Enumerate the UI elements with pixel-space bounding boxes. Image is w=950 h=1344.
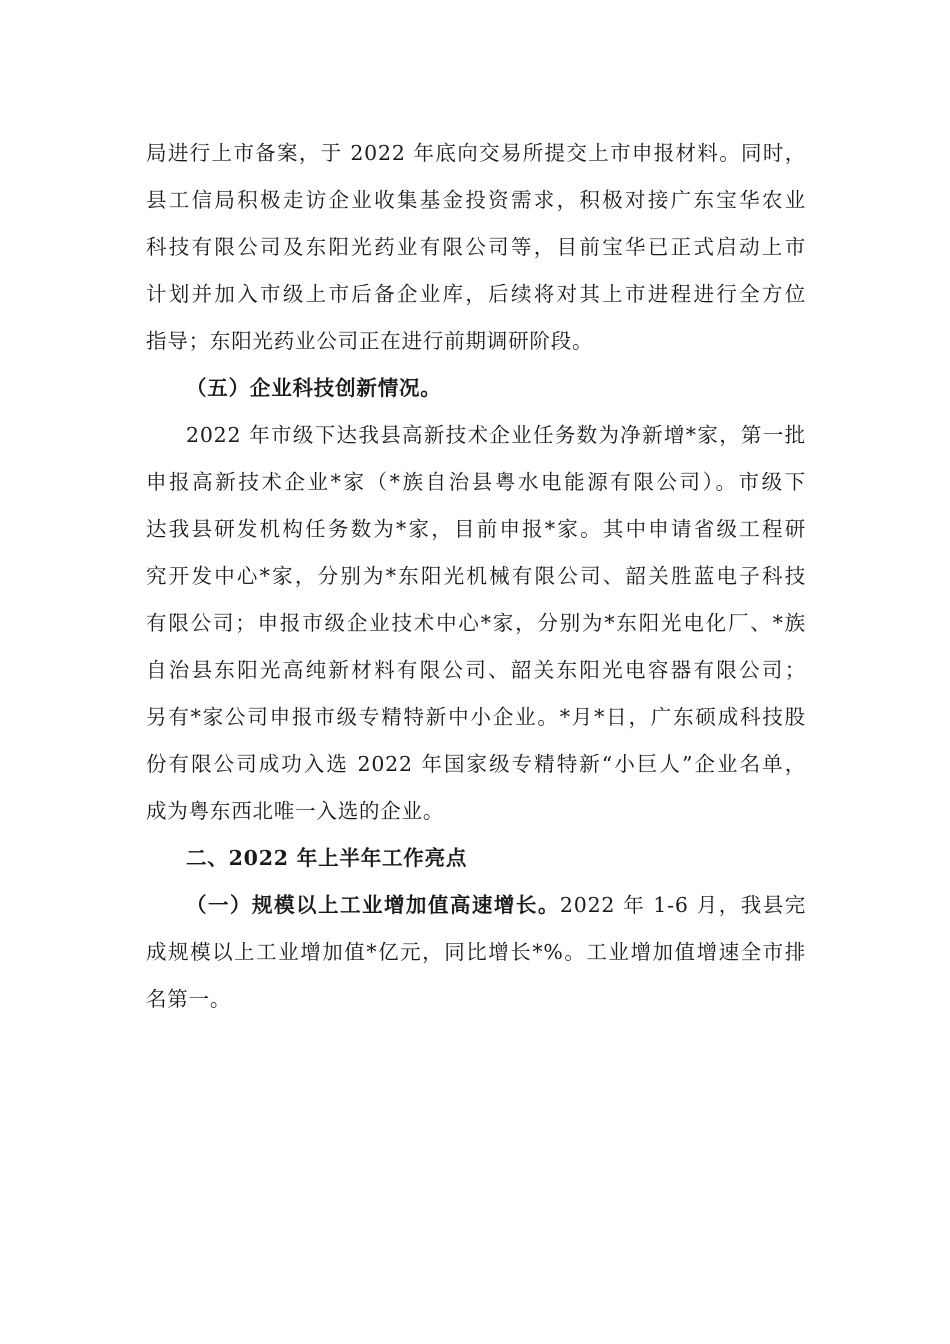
paragraph-line: 份有限公司成功入选 2022 年国家级专精特新“小巨人”企业名单， bbox=[146, 752, 806, 776]
paragraph-line: 名第一。 bbox=[146, 987, 232, 1011]
paragraph-line: 另有*家公司申报市级专精特新中小企业。*月*日，广东硕成科技股 bbox=[146, 705, 806, 729]
paragraph-line: 2022 年市级下达我县高新技术企业任务数为净新增*家，第一批 bbox=[186, 423, 806, 447]
paragraph-line: 自治县东阳光高纯新材料有限公司、韶关东阳光电容器有限公司； bbox=[146, 658, 806, 682]
paragraph-line: 申报高新技术企业*家（*族自治县粤水电能源有限公司）。市级下 bbox=[146, 470, 806, 494]
paragraph-line: 成规模以上工业增加值*亿元，同比增长*%。工业增加值增速全市排 bbox=[146, 940, 806, 964]
item-1-heading: （一）规模以上工业增加值高速增长。 bbox=[186, 893, 560, 917]
paragraph-line: 指导；东阳光药业公司正在进行前期调研阶段。 bbox=[146, 329, 594, 353]
section-heading-5: （五）企业科技创新情况。 bbox=[186, 376, 442, 400]
item-1-text: 2022 年 1-6 月，我县完 bbox=[559, 893, 806, 917]
section-title-2: 二、2022 年上半年工作亮点 bbox=[186, 846, 468, 870]
paragraph-line: 计划并加入市级上市后备企业库，后续将对其上市进程进行全方位 bbox=[146, 282, 806, 306]
paragraph-line: 局进行上市备案，于 2022 年底向交易所提交上市申报材料。同时， bbox=[146, 141, 806, 165]
paragraph-line: 成为粤东西北唯一入选的企业。 bbox=[146, 799, 445, 823]
paragraph-line: 究开发中心*家，分别为*东阳光机械有限公司、韶关胜蓝电子科技 bbox=[146, 564, 806, 588]
paragraph-line: 县工信局积极走访企业收集基金投资需求，积极对接广东宝华农业 bbox=[146, 188, 806, 212]
paragraph-line: 达我县研发机构任务数为*家，目前申报*家。其中申请省级工程研 bbox=[146, 517, 806, 541]
paragraph-line: 有限公司；申报市级企业技术中心*家，分别为*东阳光电化厂、*族 bbox=[146, 611, 806, 635]
item-1-first-line bbox=[186, 890, 806, 920]
paragraph-line: 科技有限公司及东阳光药业有限公司等，目前宝华已正式启动上市 bbox=[146, 235, 806, 259]
